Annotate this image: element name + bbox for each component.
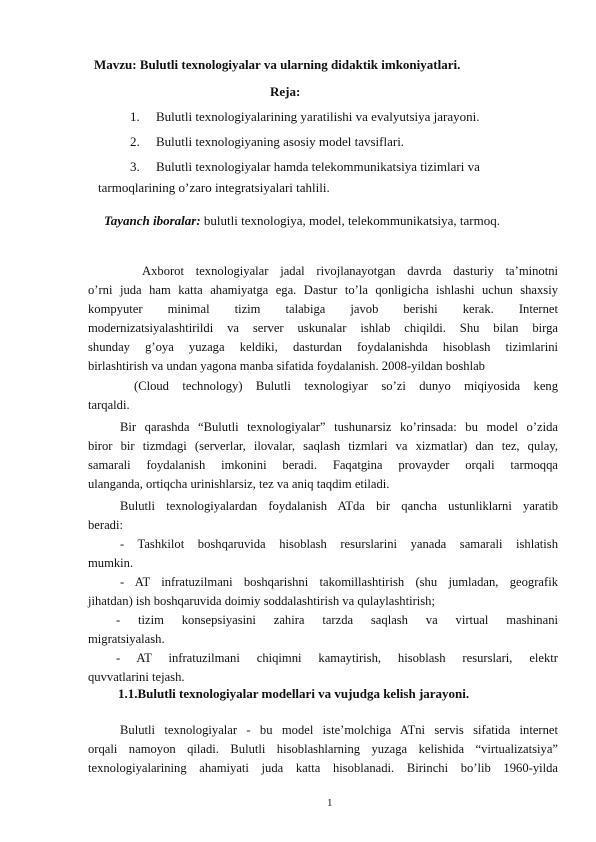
bullet-paragraph (88, 535, 558, 573)
text-line: biror bir tizmdagi (serverlar, ilovalar, saqlash tizmlari va xizmatlar) dan tez, qulay, (88, 439, 558, 454)
keywords-label: Tayanch iboralar: (104, 213, 201, 228)
text-line: Bulutli texnologiyalardan foydalanish ATda bir qancha ustunliklarni yaratib (120, 499, 558, 513)
text-line: Bir qarashda “Bulutli texnologiyalar” tushunarsiz ko’rinsada: bu model o’zida (120, 420, 558, 434)
keywords-text: bulutli texnologiya, model, telekommunikatsiya, tarmoq. (200, 213, 500, 228)
text-line: kompyuter minimal tizim talabiga javob berishi kerak. Internet (88, 302, 558, 317)
paragraph (88, 262, 558, 377)
paragraph (88, 721, 558, 778)
text-line: shunday g’oya yuzaga keldiki, dasturdan foydalanishda hisoblash tizimlarini (88, 340, 558, 355)
plan-item (130, 109, 479, 125)
text-line: migratsiyalash. (88, 632, 165, 647)
section-heading: 1.1.Bulutli texnologiyalar modellari va vujudga kelish jarayoni. (118, 686, 470, 701)
text-line: - AT infratuzilmani boshqarishni takomillashtirish (shu jumladan, geografik (120, 575, 558, 589)
text-line: Axborot texnologiyalar jadal rivojlanayotgan davrda dasturiy ta’minotni (142, 264, 558, 278)
text-line: (Cloud technology) Bulutli texnologiyar so’zi dunyo miqiyosida keng (134, 379, 558, 393)
text-line: Bulutli texnologiyalar - bu model iste’molchiga ATni servis sifatida internet (120, 723, 558, 737)
text-line: samarali foydalanish imkonini beradi. Faqatgina provayder orqali tarmoqqa (88, 458, 558, 473)
plan-item-number: 2. (130, 134, 140, 149)
text-line: quvvatlarini tejash. (88, 670, 185, 685)
bullet-paragraph (88, 573, 558, 611)
paragraph (88, 418, 558, 494)
plan-item-text: Bulutli texnologiyalarining yaratilishi va evalyutsiya jarayoni. (156, 109, 480, 124)
text-line: ulanganda, ortiqcha urinishlarsiz, tez va aniq taqdim etiladi. (88, 477, 390, 492)
text-line: tarqaldi. (88, 398, 130, 413)
document-title: Mavzu: Bulutli texnologiyalar va ularning didaktik imkoniyatlari. (94, 57, 461, 72)
page-number: 1 (327, 797, 333, 809)
paragraph (88, 497, 558, 535)
bullet-paragraph (88, 649, 558, 687)
plan-item-number: 3. (130, 159, 140, 174)
plan-item-text: Bulutli texnologiyaning asosiy model tavsiflari. (156, 134, 405, 149)
keywords-line (104, 213, 500, 229)
plan-item-number: 1. (130, 109, 140, 124)
text-line: - Tashkilot boshqaruvida hisoblash resurslarini yanada samarali ishlatish (120, 537, 558, 551)
plan-item-continuation: tarmoqlarining o’zaro integratsiyalari tahlili. (98, 180, 330, 195)
text-line: jihatdan) ish boshqaruvida doimiy soddalashtirish va qulaylashtirish; (88, 594, 435, 609)
text-line: - AT infratuzilmani chiqimni kamaytirish, hisoblash resurslari, elektr (116, 651, 558, 665)
text-line: - tizim konsepsiyasini zahira tarzda saqlash va virtual mashinani (116, 613, 558, 627)
text-line: orqali namoyon qiladi. Bulutli hisoblashlarning yuzaga kelishida “virtualizatsiya” (88, 742, 558, 757)
text-line: mumkin. (88, 556, 134, 571)
plan-item (130, 134, 404, 150)
plan-item-text: Bulutli texnologiyalar hamda telekommunikatsiya tizimlari va (156, 159, 480, 174)
text-line: birlashtirish va undan yagona manba sifatida foydalanish. 2008-yildan boshlab (88, 359, 485, 374)
text-line: modernizatsiyalashtirildi va server uskunalar ishlab chiqildi. Shu bilan birga (88, 321, 558, 336)
plan-heading: Reja: (270, 84, 301, 99)
bullet-paragraph (88, 611, 558, 649)
text-line: texnologiyalarining ahamiyati juda katta hisoblanadi. Birinchi bo’lib 1960-yilda (88, 761, 558, 776)
text-line: o’rni juda ham katta ahamiyatga ega. Dastur to’la qonligicha ishlashi uchun shaxsiy (88, 283, 558, 298)
text-line: beradi: (88, 518, 123, 533)
plan-item (130, 159, 480, 175)
paragraph (88, 377, 558, 415)
